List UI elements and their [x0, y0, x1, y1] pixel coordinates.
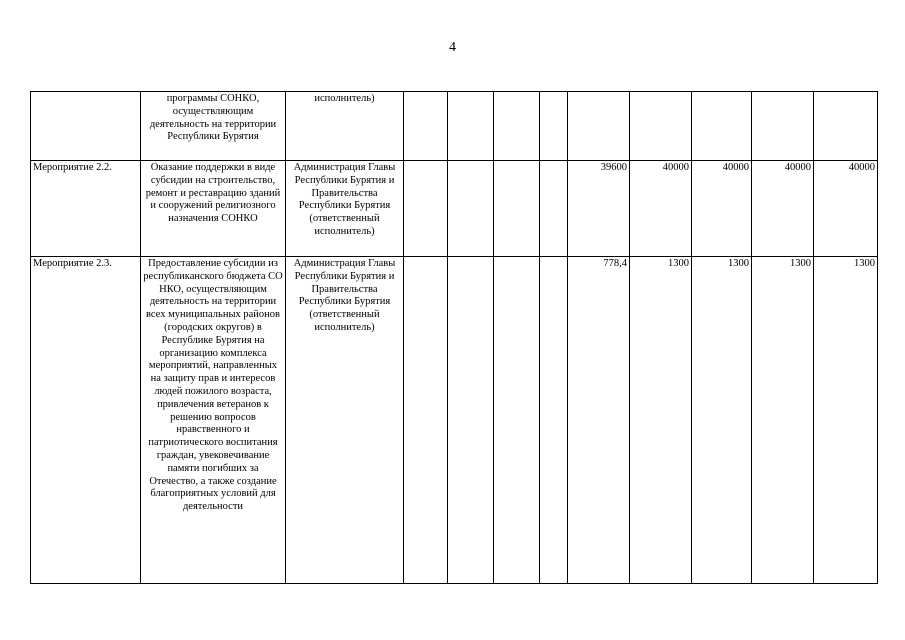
value-cell: 40000 — [814, 161, 878, 257]
value-cell — [540, 257, 568, 584]
value-cell: 778,4 — [568, 257, 630, 584]
value-cell — [752, 92, 814, 161]
value-cell — [404, 161, 448, 257]
measure-name-cell: Мероприятие 2.2. — [31, 161, 141, 257]
value-cell — [540, 161, 568, 257]
measure-name-cell — [31, 92, 141, 161]
value-cell: 39600 — [568, 161, 630, 257]
measure-description-cell: Оказание поддержки в виде субсидии на строительство, ремонт и реставрацию зданий и сооружений религиозного назначения СОНКО — [141, 161, 286, 257]
value-cell — [448, 161, 494, 257]
value-cell: 40000 — [692, 161, 752, 257]
measure-name-cell: Мероприятие 2.3. — [31, 257, 141, 584]
value-cell — [494, 257, 540, 584]
executor-cell: Администрация Главы Республики Бурятия и Правительства Республики Бурятия (ответственный исполнитель) — [286, 161, 404, 257]
page-number: 4 — [449, 40, 456, 55]
value-cell: 1300 — [692, 257, 752, 584]
value-cell — [540, 92, 568, 161]
budget-table — [30, 91, 878, 584]
table-row — [31, 161, 878, 257]
value-cell — [448, 257, 494, 584]
value-cell — [494, 92, 540, 161]
value-cell: 1300 — [630, 257, 692, 584]
executor-cell: исполнитель) — [286, 92, 404, 161]
measure-description-cell: Предоставление субсидии из республиканского бюджета СО НКО, осуществляющим деятельность на территории всех муниципальных районов (городских округов) в Республике Бурятия на организацию комплекса мероприятий, направленных на защиту прав и интересов людей пожилого возраста, привлечения ветеранов к решению вопросов нравственного и патриотического воспитания граждан, увековечивание памяти погибших за Отечество, а также создание благоприятных условий для деятельности — [141, 257, 286, 584]
value-cell — [494, 161, 540, 257]
table-row — [31, 92, 878, 161]
value-cell — [404, 257, 448, 584]
value-cell — [568, 92, 630, 161]
table-row — [31, 257, 878, 584]
executor-cell: Администрация Главы Республики Бурятия и Правительства Республики Бурятия (ответственный исполнитель) — [286, 257, 404, 584]
value-cell — [630, 92, 692, 161]
value-cell — [692, 92, 752, 161]
value-cell: 1300 — [814, 257, 878, 584]
value-cell — [448, 92, 494, 161]
value-cell — [404, 92, 448, 161]
measure-description-cell: программы СОНКО, осуществляющим деятельность на территории Республики Бурятия — [141, 92, 286, 161]
value-cell — [814, 92, 878, 161]
value-cell: 40000 — [630, 161, 692, 257]
value-cell: 1300 — [752, 257, 814, 584]
value-cell: 40000 — [752, 161, 814, 257]
